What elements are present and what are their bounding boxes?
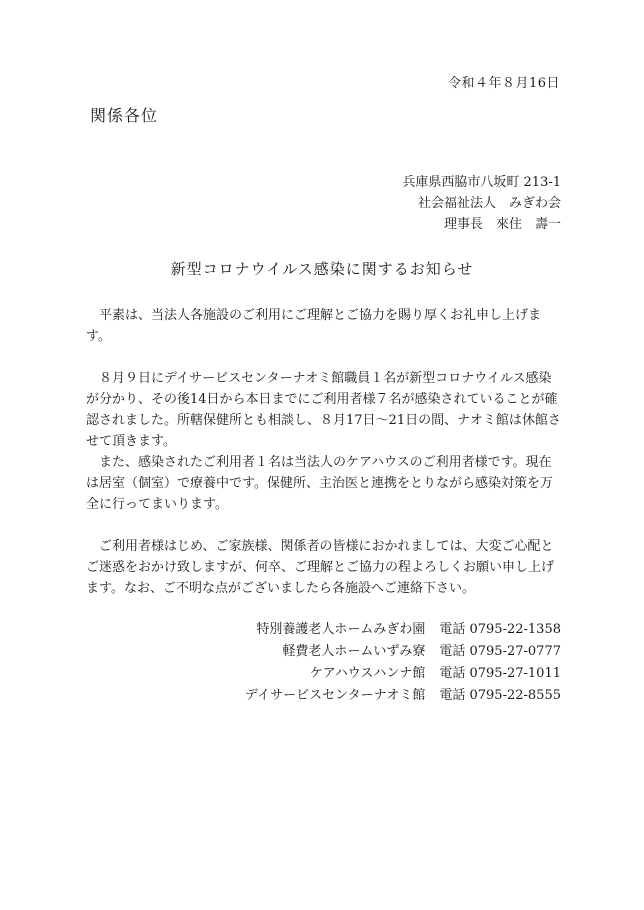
notice-body xyxy=(86,305,561,599)
facility-row xyxy=(245,641,561,663)
facility-row xyxy=(245,619,561,641)
recipient-heading: 関係各位 xyxy=(90,106,159,125)
facility-phone: 電話 0795-22-1358 xyxy=(439,622,561,637)
sender-block xyxy=(402,172,561,235)
facility-phone: 電話 0795-27-0777 xyxy=(439,644,561,659)
facility-name: デイサービスセンターナオミ館 xyxy=(245,688,426,703)
notice-title: 新型コロナウイルス感染に関するお知らせ xyxy=(170,260,474,278)
facility-name: ケアハウスハンナ館 xyxy=(309,666,426,681)
care-house-paragraph: また、感染されたご利用者１名は当法人のケアハウスのご利用者様です。現在は居室（個室）で療養中です。保健所、主治医と連携をとりながら感染対策を万全に行ってまいります。 xyxy=(86,455,553,512)
facility-phone: 電話 0795-22-8555 xyxy=(439,688,561,703)
facility-name: 軽費老人ホームいずみ寮 xyxy=(282,644,426,659)
infection-report-paragraph: ８月９日にデイサービスセンターナオミ館職員１名が新型コロナウイルス感染が分かり、その後14日から本日までにご利用者様７名が感染されていることが確認されました。所轄保健所とも相談し、８月17日～21日の間、ナオミ館は休館させて頂きます。 xyxy=(86,371,561,449)
facility-row xyxy=(245,663,561,685)
facility-contact-list xyxy=(245,619,561,707)
greeting-paragraph: 平素は、当法人各施設のご利用にご理解とご協力を賜り厚くお礼申し上げます。 xyxy=(86,308,542,344)
facility-name: 特別養護老人ホームみぎわ園 xyxy=(256,622,426,637)
facility-phone: 電話 0795-27-1011 xyxy=(439,666,561,681)
sender-address: 兵庫県西脇市八坂町 213-1 xyxy=(402,175,561,190)
notice-date: 令和４年８月16日 xyxy=(447,76,560,91)
apology-paragraph: ご利用者様はじめ、ご家族様、関係者の皆様におかれましては、大変ご心配とご迷惑をおかけ致しますが、何卒、ご理解とご協力の程よろしくお願い申し上げます。なお、ご不明な点がございましたら各施設へご連絡下さい。 xyxy=(86,539,555,596)
facility-row xyxy=(245,685,561,707)
sender-organization: 社会福祉法人 みぎわ会 xyxy=(417,196,561,211)
sender-chairman: 理事長 來住 壽一 xyxy=(443,217,561,232)
